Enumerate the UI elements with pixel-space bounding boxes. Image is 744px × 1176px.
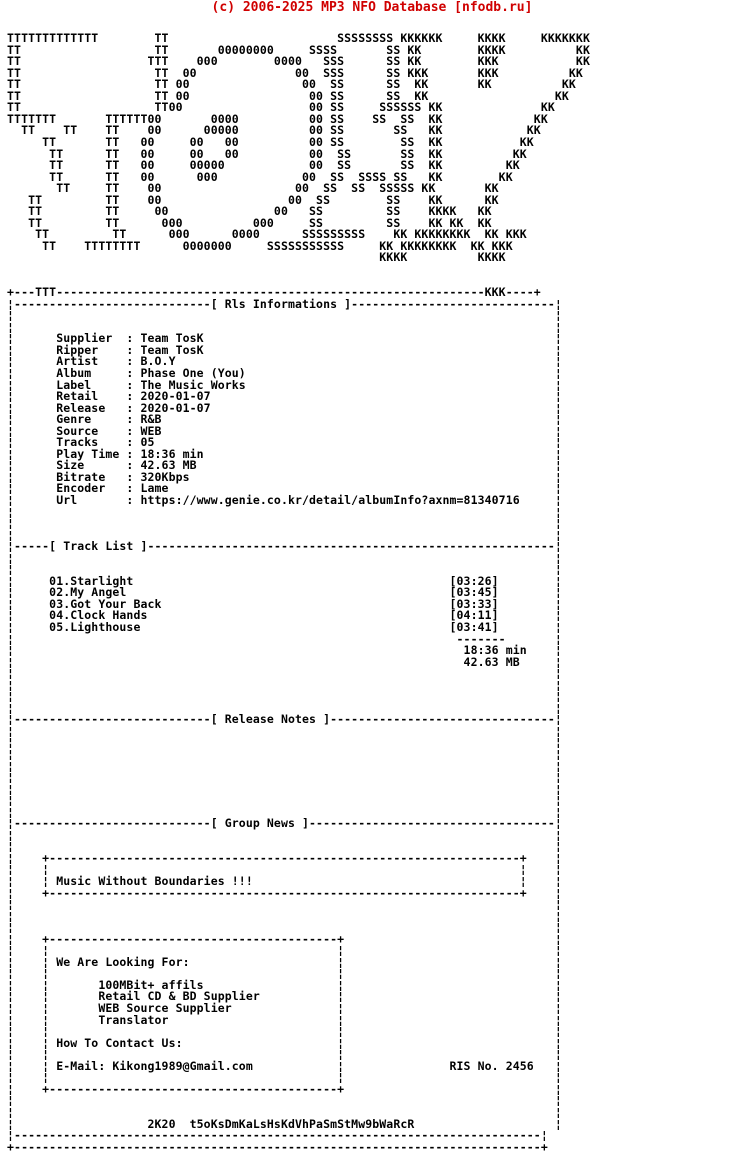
recruit-box-blank: ¦ ¦ ¦ ¦ [0,943,562,958]
nfo-blank-line: ¦ ¦ [0,516,562,531]
nfo-blank-line: ¦ ¦ [0,700,562,715]
section-header-release-notes: ¦----------------------------[ Release Notes ]--------------------------------¦ [0,712,562,727]
ascii-art-line: KKKK KKKK [0,250,506,265]
track-total-size: ¦ 42.63 MB ¦ [0,654,562,669]
track-list-row: ¦ 05.Lighthouse [03:41] ¦ [0,619,562,634]
recruit-box-top-border: ¦ +-----------------------------------------+ ¦ [0,931,562,946]
rls-info-field: ¦ Bitrate : 320Kbps ¦ [0,469,562,484]
ascii-art-line: TT TT 00 00 SS SS KKKK KK [0,204,492,219]
recruit-contact-heading: ¦ ¦ How To Contact Us: ¦ ¦ [0,1035,562,1050]
nfo-blank-line: ¦ ¦ [0,1093,562,1108]
track-list-row: ¦ 02.My Angel [03:45] ¦ [0,585,562,600]
slogan-box-bottom-border: ¦ +-------------------------------------------------------------------+ ¦ [0,885,562,900]
release-notes-body-line: ¦ ¦ [0,747,562,761]
release-notes-body-line: ¦ ¦ [0,781,562,796]
rls-info-field: ¦ Tracks : 05 ¦ [0,435,562,450]
nfo-frame-bottom-inner-border: ¦---------------------------------------------------------------------------¦ [0,1128,548,1143]
rls-info-field: ¦ Source : WEB ¦ [0,423,562,438]
section-header-group-news: ¦----------------------------[ Group News ]-----------------------------------¦ [0,816,562,831]
ascii-art-line: TT TT 00 00 SS SS SSSSS KK KK [0,181,499,196]
recruit-box-blank: ¦ ¦ ¦ ¦ [0,1024,562,1039]
nfo-blank-line: ¦ ¦ [0,677,562,692]
ascii-art-line: TT TT 00 00 00 00 SS SS KK KK [0,146,527,161]
nfo-blank-line: ¦ ¦ [0,504,562,519]
rls-info-field: ¦ Supplier : Team TosK ¦ [0,331,562,346]
recruit-box-bottom-border: ¦ +-----------------------------------------+ ¦ [0,1081,562,1096]
ascii-art-line: TT TT 000 0000 SSSSSSSSS KK KKKKKKKK KK KKK [0,227,527,242]
nfo-blank-line: ¦ ¦ [0,897,562,912]
rls-info-field: ¦ Release : 2020-01-07 ¦ [0,400,562,415]
recruit-email-and-ris: ¦ ¦ E-Mail: Kikong1989@Gmail.com ¦ RIS No. 2456 ¦ [0,1058,562,1073]
nfo-blank-line: ¦ ¦ [0,562,562,577]
nfo-blank-line: ¦ ¦ [0,319,562,334]
track-list-row: ¦ 04.Clock Hands [04:11] ¦ [0,608,562,623]
section-header-rls-informations: ¦----------------------------[ Rls Informations ]-----------------------------¦ [0,296,562,311]
recruit-item: ¦ ¦ Retail CD & BD Supplier ¦ ¦ [0,989,562,1004]
nfo-blank-line: ¦ ¦ [0,666,562,681]
release-notes-body-line: ¦ ¦ [0,723,562,738]
nfo-blank-line: ¦ ¦ [0,527,562,542]
ascii-art-line: TT TT 00 00 00 00 SS SS KK KK [0,135,534,150]
recruit-item: ¦ ¦ WEB Source Supplier ¦ ¦ [0,1001,562,1016]
nfo-blank-line: ¦ ¦ [0,920,562,935]
nfo-blank-line: ¦ ¦ [0,550,562,565]
nfo-frame-top-border: +---TTT-------------------------------------------------------------KKK----+ [0,285,541,300]
ascii-art-line: TTTTTTT TTTTTT00 0000 00 SS SS SS KK KK [0,111,548,126]
ascii-art-line: TTTTTTTTTTTTT TT SSSSSSSS KKKKKK KKKK KKKKKKK [0,31,590,46]
ascii-art-line: TT TT 00 00 SSS SS KKK KKK KK [0,65,583,80]
recruit-box-blank: ¦ ¦ ¦ ¦ [0,1047,562,1062]
footer-signature: ¦ 2K20 t5oKsDmKaLsHsKdVhPaSmStMw9bWaRcR ¦ [0,1116,562,1131]
track-list-row: ¦ 01.Starlight [03:26] ¦ [0,573,562,588]
nfo-content [0,287,744,1153]
track-total-time: ¦ 18:36 min ¦ [0,643,562,658]
ascii-art-line: TT TT 00 000 00 SS SSSS SS KK KK [0,169,513,184]
rls-info-field: ¦ Label : The Music Works ¦ [0,377,562,392]
nfo-blank-line: ¦ ¦ [0,1104,562,1119]
ascii-art-line: TT TT 000 000 SS SS KK KK KK [0,215,492,230]
ascii-art-line: TT TT TT 00 00000 00 SS SS KK KK [0,123,541,138]
recruit-heading: ¦ ¦ We Are Looking For: ¦ ¦ [0,954,562,969]
recruit-box-blank: ¦ ¦ ¦ ¦ [0,966,562,981]
ascii-art-line: TT TT 00 00 SS SS KK KK [0,192,499,207]
release-notes-body-line: ¦ ¦ [0,758,562,773]
nfo-blank-line: ¦ ¦ [0,908,562,923]
rls-info-field: ¦ Url : https://www.genie.co.kr/detail/albumInfo?axnm=81340716 ¦ [0,492,562,507]
slogan-text: ¦ ¦ Music Without Boundaries !!! ¦ ¦ [0,874,562,889]
nfo-blank-line: ¦ ¦ [0,308,562,323]
slogan-box-blank: ¦ ¦ ¦ ¦ [0,862,562,877]
tosk-ascii-logo [0,33,744,264]
slogan-box-top-border: ¦ +-------------------------------------------------------------------+ ¦ [0,850,562,865]
nfo-frame-bottom-outer-border: +---------------------------------------------------------------------------+ [0,1139,548,1154]
recruit-item: ¦ ¦ Translator ¦ ¦ [0,1012,562,1027]
ascii-art-line: TT TT 00 00 SS SS KK KK [0,88,569,103]
track-total-separator: ¦ ------- ¦ [0,631,562,646]
rls-info-field: ¦ Genre : R&B ¦ [0,412,562,427]
rls-info-field: ¦ Play Time : 18:36 min ¦ [0,446,562,461]
ascii-art-line: TT TT 00 00 SS SS KK KK KK [0,77,576,92]
rls-info-field: ¦ Size : 42.63 MB ¦ [0,458,562,473]
release-notes-body-line: ¦ ¦ [0,770,562,785]
nfodb-copyright-bar: (c) 2006-2025 MP3 NFO Database [nfodb.ru] [211,0,533,15]
nfo-blank-line: ¦ ¦ [0,689,562,704]
release-notes-body-line: ¦ ¦ [0,804,562,819]
release-notes-body-line: ¦ ¦ [0,735,562,750]
rls-info-field: ¦ Album : Phase One (You) ¦ [0,365,562,380]
ascii-art-line: TT TT 00000000 SSSS SS KK KKKK KK [0,42,590,57]
rls-info-field: ¦ Artist : B.O.Y ¦ [0,354,562,369]
rls-info-field: ¦ Ripper : Team TosK ¦ [0,342,562,357]
recruit-item: ¦ ¦ 100MBit+ affils ¦ ¦ [0,977,562,992]
nfo-document [0,10,744,1165]
rls-info-field: ¦ Encoder : Lame ¦ [0,481,562,496]
section-header-track-list: ¦-----[ Track List ]----------------------------------------------------------¦ [0,539,562,554]
ascii-art-line: TT TT00 00 SS SSSSSS KK KK [0,100,555,115]
rls-info-field: ¦ Retail : 2020-01-07 ¦ [0,389,562,404]
nfo-blank-line: ¦ ¦ [0,827,562,842]
track-list-row: ¦ 03.Got Your Back [03:33] ¦ [0,596,562,611]
nfo-blank-line: ¦ ¦ [0,839,562,854]
recruit-box-blank: ¦ ¦ ¦ ¦ [0,1070,562,1085]
release-notes-body-line: ¦ ¦ [0,793,562,808]
ascii-art-line: TT TTTTTTTT 0000000 SSSSSSSSSSS KK KKKKKKKK KK KKK [0,238,513,253]
ascii-art-line: TT TTT 000 0000 SSS SS KK KKK KK [0,54,590,69]
ascii-art-line: TT TT 00 00000 00 SS SS KK KK [0,158,520,173]
